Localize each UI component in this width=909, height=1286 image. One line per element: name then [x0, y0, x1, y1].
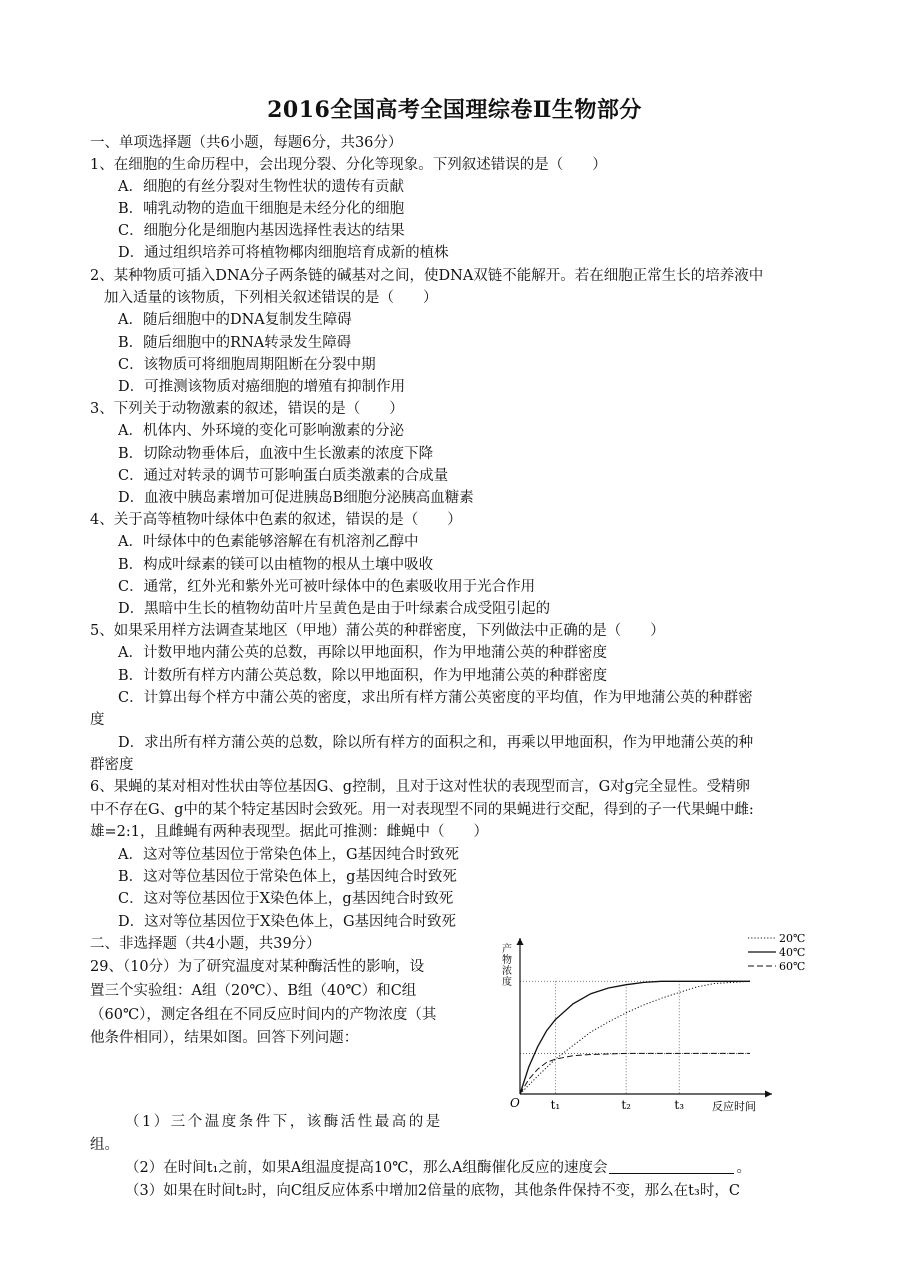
guide-lines: [520, 981, 750, 1094]
question-5-option-d-cont: 群密度: [90, 757, 134, 773]
question-3-stem: 3、下列关于动物激素的叙述，错误的是（ ）: [90, 401, 404, 417]
question-3-option-a: A．机体内、外环境的变化可影响激素的分泌: [118, 423, 404, 439]
question-4-option-b: B．构成叶绿素的镁可以由植物的根从土壤中吸收: [118, 557, 434, 573]
question-6-stem-cont-2: 雄=2:1，且雌蝇有两种表现型。据此可推测：雌蝇中（ ）: [90, 824, 488, 840]
series-line-20℃: [520, 981, 750, 1094]
question-5-option-c: C．计算出每个样方中蒲公英的密度，求出所有样方蒲公英密度的平均值，作为甲地蒲公英的种群密: [118, 690, 753, 706]
question-3-option-d: D．血液中胰岛素增加可促进胰岛B细胞分泌胰高血糖素: [118, 490, 474, 506]
question-4-option-a: A．叶绿体中的色素能够溶解在有机溶剂乙醇中: [118, 534, 419, 550]
question-6-stem: 6、果蝇的某对相对性状由等位基因G、g控制，且对于这对性状的表现型而言，G对g完全显性。受精卵: [90, 779, 750, 795]
sub-question-1: （1）三个温度条件下，该酶活性最高的是: [125, 1114, 443, 1130]
question-3-option-b: B．切除动物垂体后，血液中生长激素的浓度下降: [118, 446, 434, 462]
question-4-option-d: D．黑暗中生长的植物幼苗叶片呈黄色是由于叶绿素合成受阻引起的: [118, 601, 551, 617]
legend-label: 60℃: [779, 960, 806, 973]
question-4-stem: 4、关于高等植物叶绿体中色素的叙述，错误的是（ ）: [90, 512, 462, 528]
question-6-option-a: A．这对等位基因位于常染色体上，G基因纯合时致死: [118, 847, 460, 863]
x-tick-label: t₂: [621, 1098, 631, 1112]
question-2-option-c: C．该物质可将细胞周期阻断在分裂中期: [118, 357, 376, 373]
sub-question-2-end: 。: [736, 1160, 751, 1176]
sub-question-2-text: （2）在时间t₁之前，如果A组温度提高10℃，那么A组酶催化反应的速度会: [125, 1160, 608, 1176]
question-29-stem-cont-1: 置三个实验组：A组（20℃）、B组（40℃）和C组: [90, 983, 417, 999]
question-29-stem-cont-3: 他条件相同），结果如图。回答下列问题：: [90, 1030, 359, 1046]
series-line-60℃: [520, 1053, 750, 1094]
question-5-stem: 5、如果采用样方法调查某地区（甲地）蒲公英的种群密度，下列做法中正确的是（ ）: [90, 623, 665, 639]
section-2-header: 二、非选择题（共4小题，共39分）: [90, 936, 321, 952]
question-2-option-a: A．随后细胞中的DNA复制发生障碍: [118, 312, 352, 328]
question-1-option-c: C．细胞分化是细胞内基因选择性表达的结果: [118, 223, 405, 239]
question-1-stem: 1、在细胞的生命历程中，会出现分裂、分化等现象。下列叙述错误的是（ ）: [90, 157, 607, 173]
sub-question-1-end: 组。: [90, 1137, 119, 1153]
question-1-option-b: B．哺乳动物的造血干细胞是未经分化的细胞: [118, 201, 405, 217]
section-1-header: 一、单项选择题（共6小题，每题6分，共36分）: [90, 135, 403, 151]
legend-label: 40℃: [779, 946, 806, 959]
question-29-stem: 29、（10分）为了研究温度对某种酶活性的影响，设: [90, 959, 425, 975]
y-axis-label-char: 物: [502, 955, 512, 966]
y-axis-label: [502, 942, 512, 988]
question-6-option-b: B．这对等位基因位于常染色体上，g基因纯合时致死: [118, 869, 457, 885]
x-tick-label: t₁: [550, 1098, 561, 1112]
answer-blank: [609, 1159, 734, 1174]
question-6-stem-cont-1: 中不存在G、g中的某个特定基因时会致死。用一对表现型不同的果蝇进行交配，得到的子一代果蝇中雌:: [90, 802, 754, 818]
product-concentration-chart: [500, 928, 806, 1113]
question-1-option-d: D．通过组织培养可将植物椰肉细胞培育成新的植株: [118, 245, 449, 261]
sub-question-3: （3）如果在时间t₂时，向C组反应体系中增加2倍量的底物，其他条件保持不变，那么在t₃时，C: [125, 1183, 740, 1199]
question-2-stem-cont: 加入适量的该物质，下列相关叙述错误的是（ ）: [104, 290, 438, 306]
question-1-option-a: A．细胞的有丝分裂对生物性状的遗传有贡献: [118, 179, 404, 195]
question-29-stem-cont-2: （60℃），测定各组在不同反应时间内的产物浓度（其: [90, 1007, 437, 1023]
y-axis-label-char: 浓: [502, 966, 512, 977]
question-4-option-c: C．通常，红外光和紫外光可被叶绿体中的色素吸收用于光合作用: [118, 579, 536, 595]
question-5-option-b: B．计数所有样方内蒲公英总数，除以甲地面积，作为甲地蒲公英的种群密度: [118, 668, 608, 684]
y-axis-label-char: 产: [502, 944, 512, 955]
question-2-option-b: B．随后细胞中的RNA转录发生障碍: [118, 335, 352, 351]
question-6-option-c: C．这对等位基因位于X染色体上，g基因纯合时致死: [118, 891, 454, 907]
x-tick-label: t₃: [674, 1098, 685, 1112]
legend-label: 20℃: [779, 932, 806, 945]
question-3-option-c: C．通过对转录的调节可影响蛋白质类激素的合成量: [118, 468, 449, 484]
y-axis-label-char: 度: [502, 977, 512, 988]
question-6-option-d: D．这对等位基因位于X染色体上，G基因纯合时致死: [118, 914, 457, 930]
question-5-option-d: D．求出所有样方蒲公英的总数，除以所有样方的面积之和，再乘以甲地面积，作为甲地蒲公英的种: [118, 735, 754, 751]
question-2-stem: 2、某种物质可插入DNA分子两条链的碱基对之间，使DNA双链不能解开。若在细胞正常生长的培养液中: [90, 268, 764, 284]
x-axis-label: 反应时间: [712, 1100, 756, 1113]
page-title: 2016全国高考全国理综卷Ⅱ生物部分: [267, 97, 642, 123]
question-5-option-c-cont: 度: [90, 712, 105, 728]
series-line-40℃: [520, 981, 750, 1094]
question-2-option-d: D．可推测该物质对癌细胞的增殖有抑制作用: [118, 379, 406, 395]
origin-label: O: [510, 1096, 520, 1110]
question-5-option-a: A．计数甲地内蒲公英的总数，再除以甲地面积，作为甲地蒲公英的种群密度: [118, 645, 607, 661]
sub-question-2: [125, 1158, 751, 1178]
